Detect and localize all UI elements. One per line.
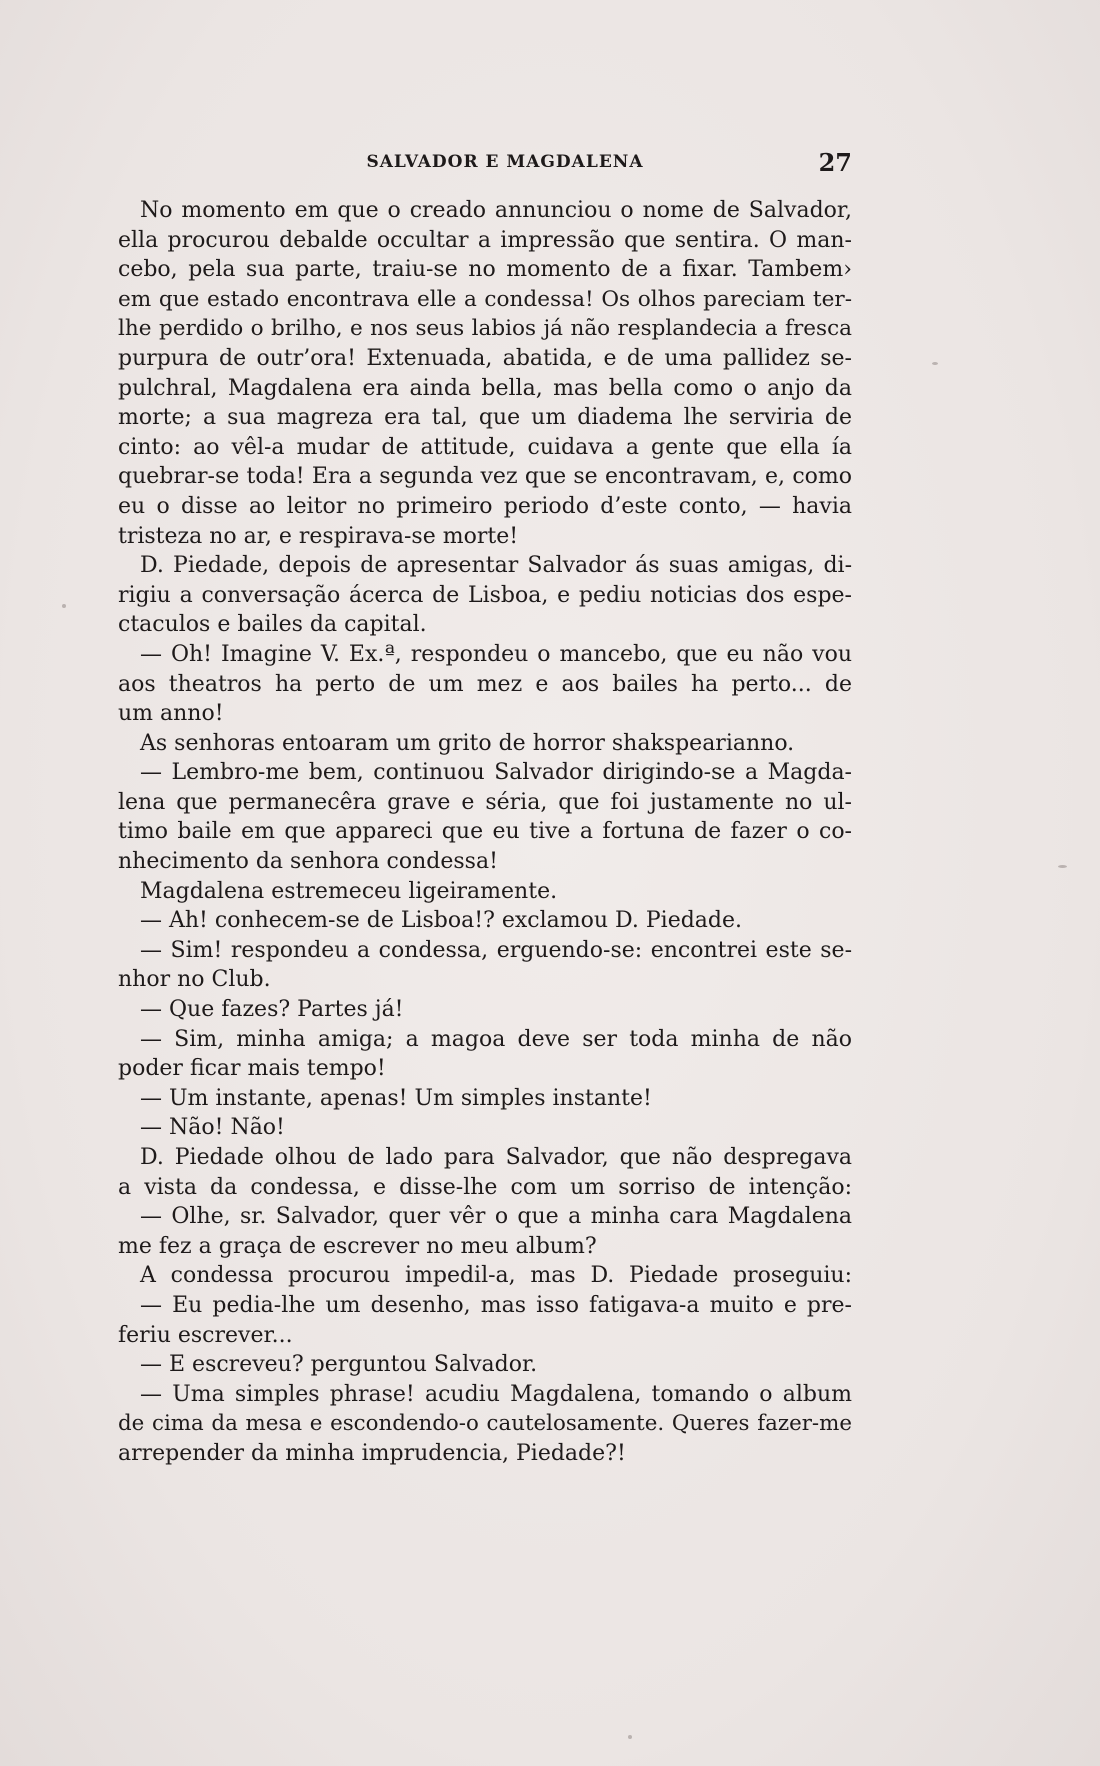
- text-line: feriu escrever...: [118, 1322, 293, 1348]
- body-text: [118, 196, 852, 1469]
- text-line: em que estado encontrava elle a condessa! Os olhos pareciam ter-: [118, 286, 852, 312]
- text-line: — Ah! conhecem-se de Lisboa!? exclamou D. Piedade.: [140, 908, 743, 934]
- text-line: — E escreveu? perguntou Salvador.: [140, 1352, 538, 1378]
- text-line: pulchral, Magdalena era ainda bella, mas bella como o anjo da: [118, 375, 852, 401]
- text-line: cinto: ao vêl-a mudar de attitude, cuidava a gente que ella ía: [118, 434, 852, 460]
- text-line: D. Piedade olhou de lado para Salvador, que não despregava: [140, 1145, 852, 1170]
- text-line: eu o disse ao leitor no primeiro periodo d’este conto, — havia: [118, 493, 852, 519]
- text-line: — Uma simples phrase! acudiu Magdalena, tomando o album: [140, 1381, 852, 1407]
- text-line: D. Piedade, depois de apresentar Salvador ás suas amigas, di-: [140, 553, 852, 579]
- text-line: A condessa procurou impedil-a, mas D. Piedade proseguiu:: [140, 1263, 852, 1289]
- text-line: — Olhe, sr. Salvador, quer vêr o que a minha cara Magdalena: [140, 1204, 852, 1230]
- text-line: lhe perdido o brilho, e nos seus labios já não resplandecia a fresca: [118, 316, 852, 342]
- text-line: — Eu pedia-lhe um desenho, mas isso fatigava-a muito e pre-: [140, 1292, 852, 1318]
- text-line: ctaculos e bailes da capital.: [118, 612, 427, 638]
- text-line: tristeza no ar, e respirava-se morte!: [118, 523, 519, 549]
- text-line: — Não! Não!: [140, 1115, 285, 1141]
- text-line: arrepender da minha imprudencia, Piedade?!: [118, 1440, 626, 1466]
- text-line: timo baile em que appareci que eu tive a fortuna de fazer o co-: [118, 819, 852, 845]
- text-line: As senhoras entoaram um grito de horror shakspearianno.: [140, 730, 795, 756]
- text-line: poder ficar mais tempo!: [118, 1056, 386, 1082]
- text-line: de cima da mesa e escondendo-o cautelosamente. Queres fazer-me: [118, 1411, 852, 1437]
- page-header: [118, 148, 852, 182]
- text-line: — Lembro-me bem, continuou Salvador dirigindo-se a Magda-: [140, 760, 852, 786]
- text-line: purpura de outr’ora! Extenuada, abatida, e de uma pallidez se-: [118, 345, 852, 371]
- paper-speck: [628, 1735, 632, 1739]
- text-line: — Oh! Imagine V. Ex.ª, respondeu o mancebo, que eu não vou: [140, 641, 852, 667]
- paper-speck: [62, 604, 66, 608]
- text-line: — Sim! respondeu a condessa, erguendo-se: encontrei este se-: [140, 937, 852, 963]
- page-number: 27: [818, 148, 852, 177]
- text-line: nhor no Club.: [118, 967, 271, 993]
- text-line: — Um instante, apenas! Um simples instante!: [140, 1085, 652, 1111]
- text-line: me fez a graça de escrever no meu album?: [118, 1233, 597, 1259]
- text-line: lena que permanecêra grave e séria, que foi justamente no ul-: [118, 789, 852, 815]
- text-line: — Sim, minha amiga; a magoa deve ser toda minha de não: [140, 1026, 852, 1052]
- text-line: a vista da condessa, e disse-lhe com um sorriso de intenção:: [118, 1174, 852, 1200]
- text-line: cebo, pela sua parte, traiu-se no momento de a fixar. Tambem›: [118, 257, 852, 283]
- text-line: morte; a sua magreza era tal, que um diadema lhe serviria de: [118, 405, 852, 431]
- text-line: No momento em que o creado annunciou o nome de Salvador,: [140, 198, 852, 223]
- paper-speck: [1058, 865, 1067, 868]
- text-line: aos theatros ha perto de um mez e aos bailes ha perto... de: [118, 671, 852, 697]
- text-line: — Que fazes? Partes já!: [140, 997, 404, 1023]
- text-line: um anno!: [118, 701, 224, 727]
- text-line: Magdalena estremeceu ligeiramente.: [140, 878, 558, 904]
- text-line: nhecimento da senhora condessa!: [118, 849, 498, 875]
- text-line: quebrar-se toda! Era a segunda vez que se encontravam, e, como: [118, 464, 852, 490]
- text-line: ella procurou debalde occultar a impressão que sentira. O man-: [118, 227, 852, 253]
- text-line: rigiu a conversação ácerca de Lisboa, e pediu noticias dos espe-: [118, 582, 852, 608]
- running-title: SALVADOR E MAGDALENA: [366, 152, 644, 172]
- paper-speck: [932, 362, 938, 365]
